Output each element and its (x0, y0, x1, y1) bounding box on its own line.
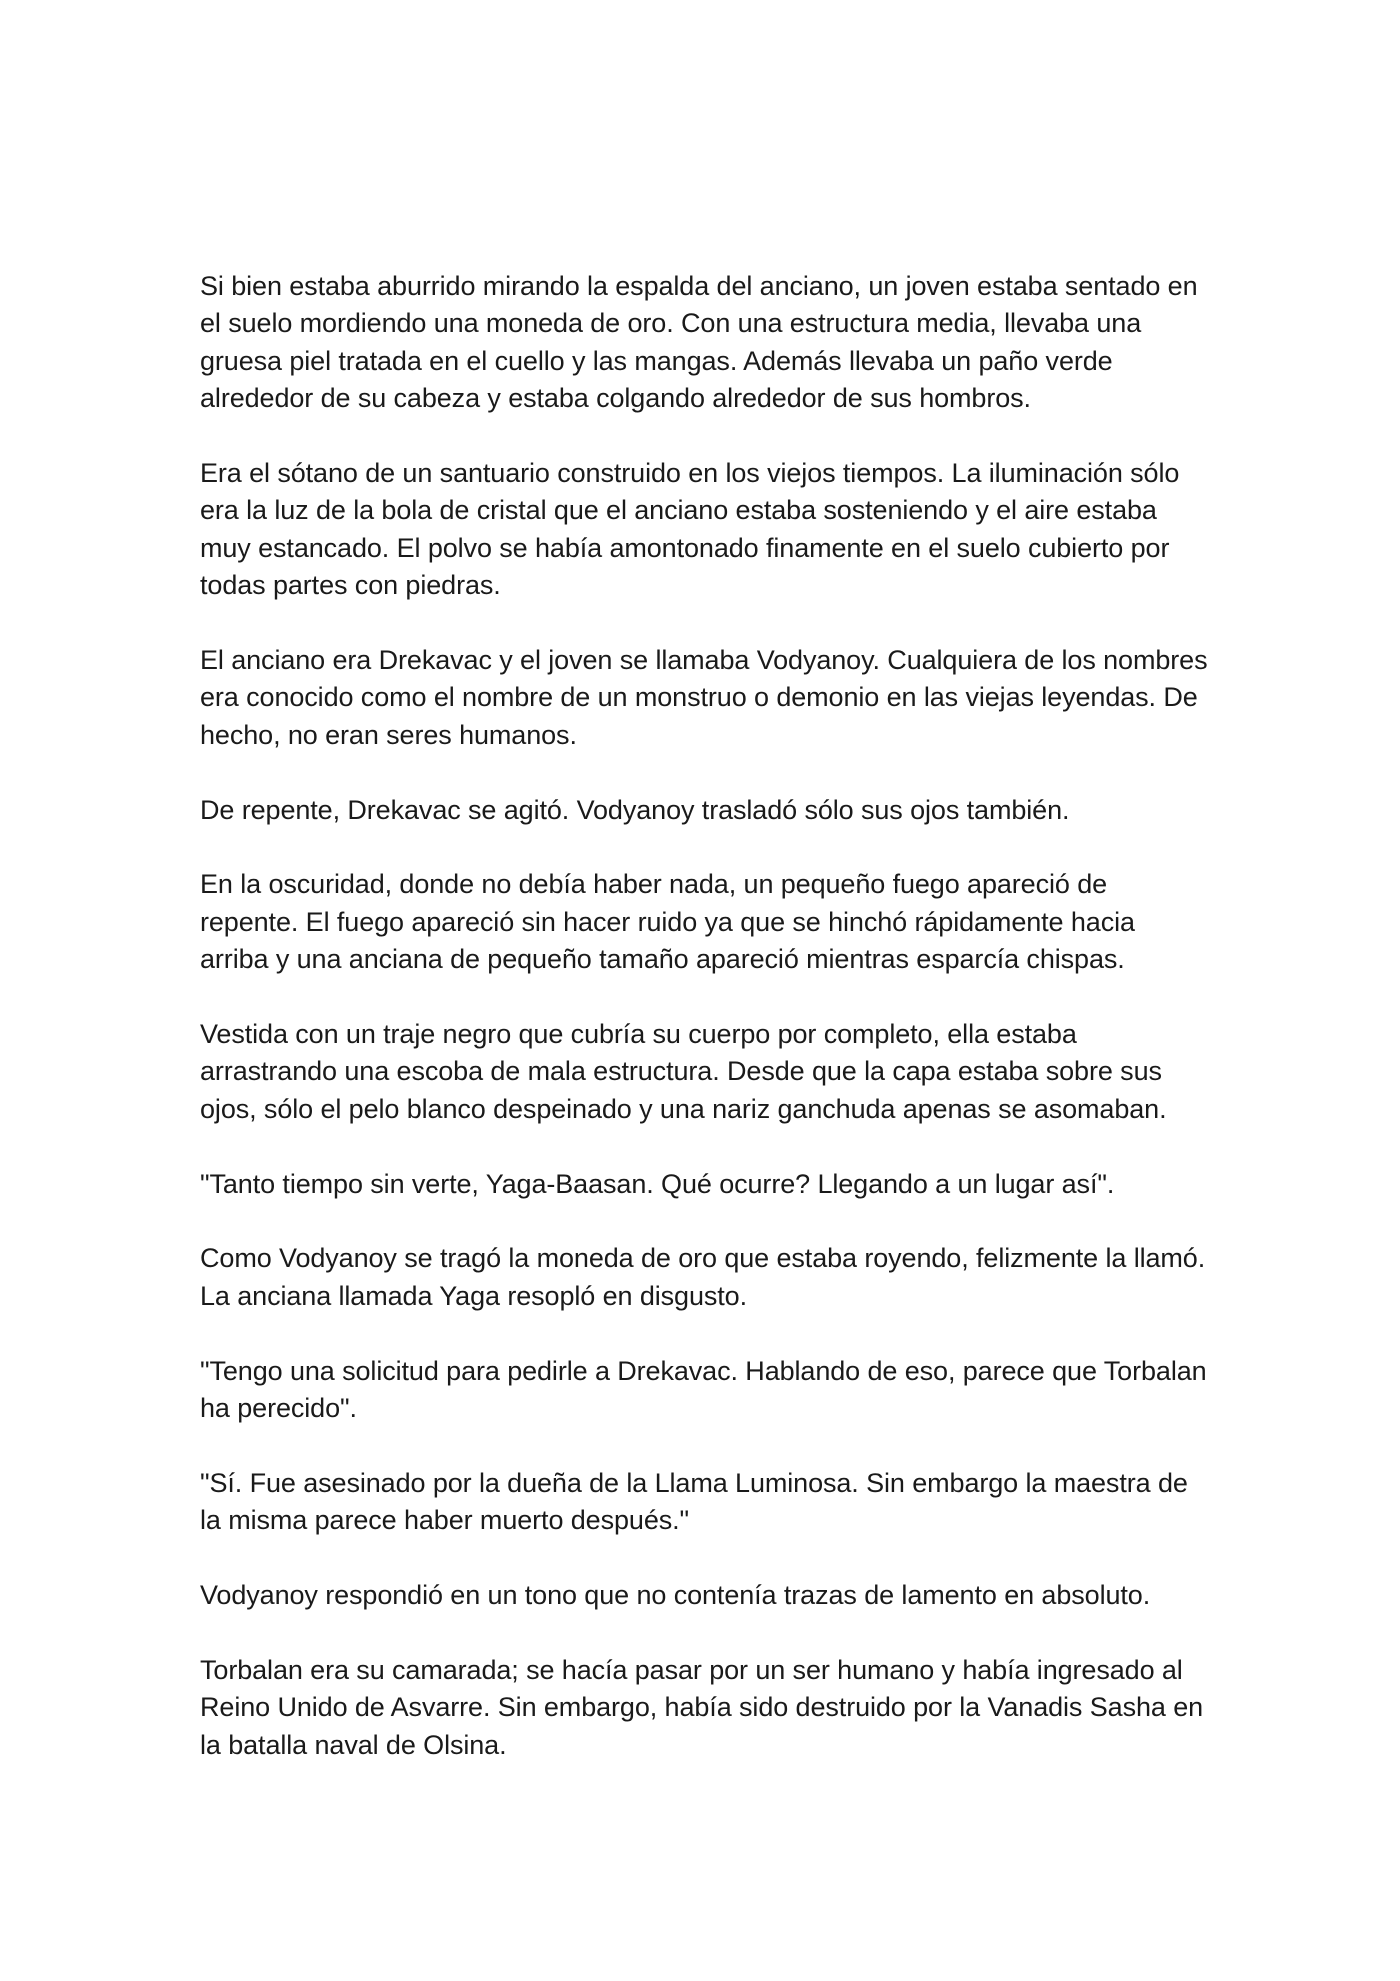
paragraph-2: Era el sótano de un santuario construido en los viejos tiempos. La iluminación sólo era la luz de la bola de cristal que el anciano estaba sosteniendo y el aire estaba muy estancado. El polvo se había amontonado finamente en el suelo cubierto por todas partes con piedras. (200, 458, 1180, 601)
paragraph-8: Como Vodyanoy se tragó la moneda de oro que estaba royendo, felizmente la llamó. La anciana llamada Yaga resopló en disgusto. (200, 1243, 1206, 1311)
paragraph-12: Torbalan era su camarada; se hacía pasar por un ser humano y había ingresado al Reino Unido de Asvarre. Sin embargo, había sido destruido por la Vanadis Sasha en la batalla naval de Olsina. (200, 1654, 1204, 1760)
paragraph-1: Si bien estaba aburrido mirando la espalda del anciano, un joven estaba sentado en el suelo mordiendo una moneda de oro. Con una estructura media, llevaba una gruesa piel tratada en el cuello y las mangas. Además llevaba un paño verde alrededor de su cabeza y estaba colgando alrededor de sus hombros. (200, 271, 1198, 414)
paragraph-3: El anciano era Drekavac y el joven se llamaba Vodyanoy. Cualquiera de los nombres era conocido como el nombre de un monstruo o demonio en las viejas leyendas. De hecho, no eran seres humanos. (200, 645, 1208, 750)
paragraph-4: De repente, Drekavac se agitó. Vodyanoy trasladó sólo sus ojos también. (200, 794, 1070, 825)
paragraph-7: "Tanto tiempo sin verte, Yaga-Baasan. Qué ocurre? Llegando a un lugar así". (200, 1168, 1115, 1199)
paragraph-5: En la oscuridad, donde no debía haber nada, un pequeño fuego apareció de repente. El fuego apareció sin hacer ruido ya que se hinchó rápidamente hacia arriba y una anciana de pequeño tamaño apareció mientras esparcía chispas. (200, 869, 1135, 975)
paragraph-6: Vestida con un traje negro que cubría su cuerpo por completo, ella estaba arrastrando una escoba de mala estructura. Desde que la capa estaba sobre sus ojos, sólo el pelo blanco despeinado y una nariz ganchuda apenas se asomaban. (200, 1019, 1167, 1124)
paragraph-10: "Sí. Fue asesinado por la dueña de la Llama Luminosa. Sin embargo la maestra de la misma parece haber muerto después." (200, 1467, 1188, 1536)
document-body (200, 268, 1210, 1764)
paragraph-9: "Tengo una solicitud para pedirle a Drekavac. Hablando de eso, parece que Torbalan ha perecido". (200, 1355, 1207, 1424)
paragraph-11: Vodyanoy respondió en un tono que no contenía trazas de lamento en absoluto. (200, 1580, 1151, 1611)
